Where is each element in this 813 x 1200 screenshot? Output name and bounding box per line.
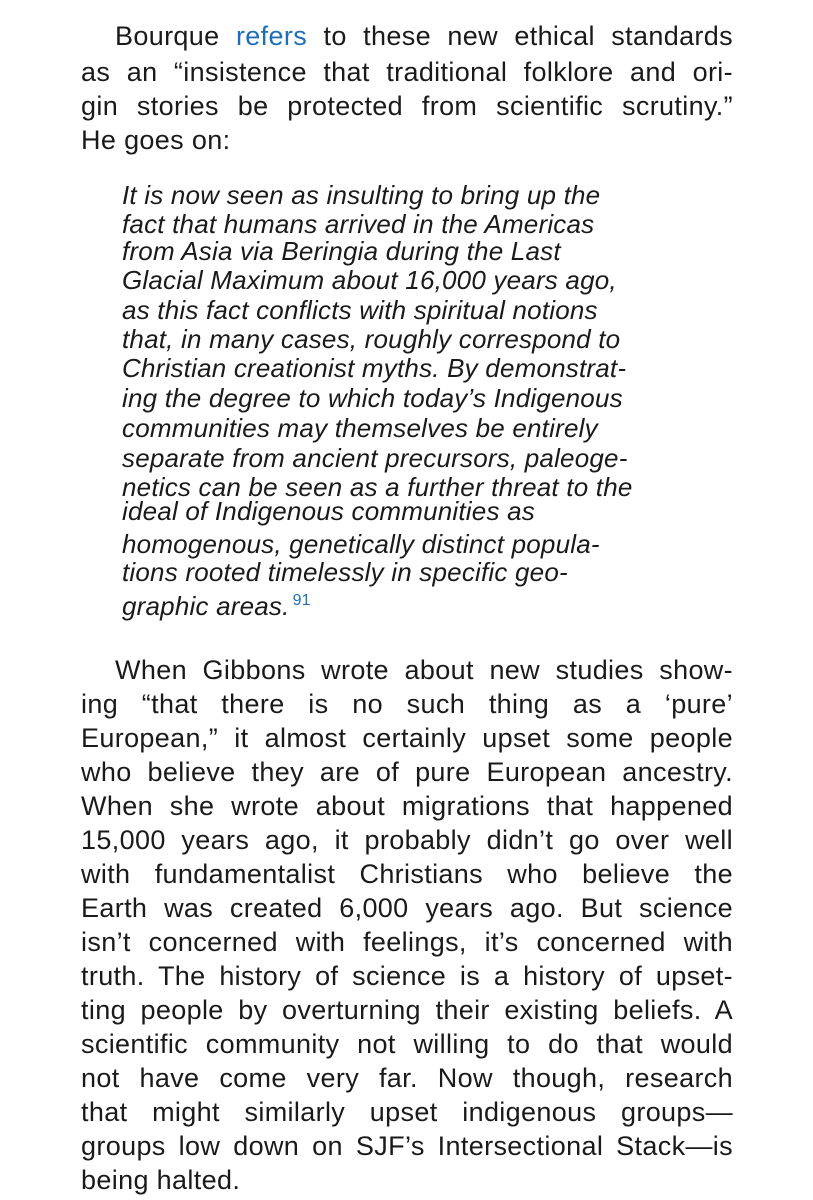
paragraph-line: isn’t concerned with feelings, it’s concerned with: [81, 927, 733, 957]
text-run: graphic areas.: [122, 591, 290, 621]
paragraph-line: When she wrote about migrations that happened: [81, 791, 733, 821]
paragraph-line: being halted.: [81, 1165, 241, 1195]
quote-line: ing the degree to which today’s Indigenous: [122, 383, 623, 413]
quote-line: fact that humans arrived in the Americas: [122, 209, 595, 239]
quote-line: [122, 591, 311, 621]
paragraph-line: He goes on:: [81, 125, 231, 155]
paragraph-line: When Gibbons wrote about new studies show-: [115, 655, 733, 685]
text-run: to these new ethical standards: [307, 21, 733, 51]
quote-line: tions rooted timelessly in specific geo-: [122, 557, 568, 587]
paragraph-line: scientific community not willing to do that would: [81, 1029, 733, 1059]
quote-line: homogenous, genetically distinct popula-: [122, 529, 600, 559]
quote-line: netics can be seen as a further threat to the: [122, 472, 633, 502]
quote-line: communities may themselves be entirely: [122, 413, 598, 443]
refers-link[interactable]: refers: [235, 21, 308, 51]
quote-line: from Asia via Beringia during the Last: [122, 236, 561, 266]
paragraph-line: who believe they are of pure European ancestry.: [81, 757, 733, 787]
paragraph-line: ting people by overturning their existing beliefs. A: [81, 995, 733, 1025]
quote-line: Glacial Maximum about 16,000 years ago,: [122, 265, 617, 295]
paragraph-line: as an “insistence that traditional folklore and ori-: [81, 57, 733, 87]
paragraph-line: not have come very far. Now though, research: [81, 1063, 733, 1093]
paragraph-line: [115, 19, 733, 53]
paragraph-line: truth. The history of science is a history of upset-: [81, 961, 733, 991]
quote-line: Christian creationist myths. By demonstrat-: [122, 353, 627, 383]
paragraph-line: European,” it almost certainly upset some people: [81, 723, 733, 753]
paragraph-line: with fundamentalist Christians who believe the: [81, 859, 733, 889]
text-run: Bourque: [115, 21, 236, 51]
paragraph-line: ing “that there is no such thing as a ‘pure’: [81, 689, 733, 719]
paragraph-line: groups low down on SJF’s Intersectional Stack—is: [81, 1131, 733, 1161]
quote-line: that, in many cases, roughly correspond to: [122, 324, 621, 354]
footnote-91-link[interactable]: 91: [292, 592, 311, 610]
quote-line: separate from ancient precursors, paleoge-: [122, 443, 628, 473]
paragraph-line: 15,000 years ago, it probably didn’t go over well: [81, 825, 733, 855]
quote-line: It is now seen as insulting to bring up the: [122, 180, 601, 210]
quote-line: ideal of Indigenous communities as: [122, 496, 535, 526]
paragraph-line: that might similarly upset indigenous groups—: [81, 1097, 733, 1127]
paragraph-line: gin stories be protected from scientific scrutiny.”: [81, 91, 733, 121]
quote-line: as this fact conflicts with spiritual notions: [122, 295, 598, 325]
paragraph-line: Earth was created 6,000 years ago. But science: [81, 893, 733, 923]
